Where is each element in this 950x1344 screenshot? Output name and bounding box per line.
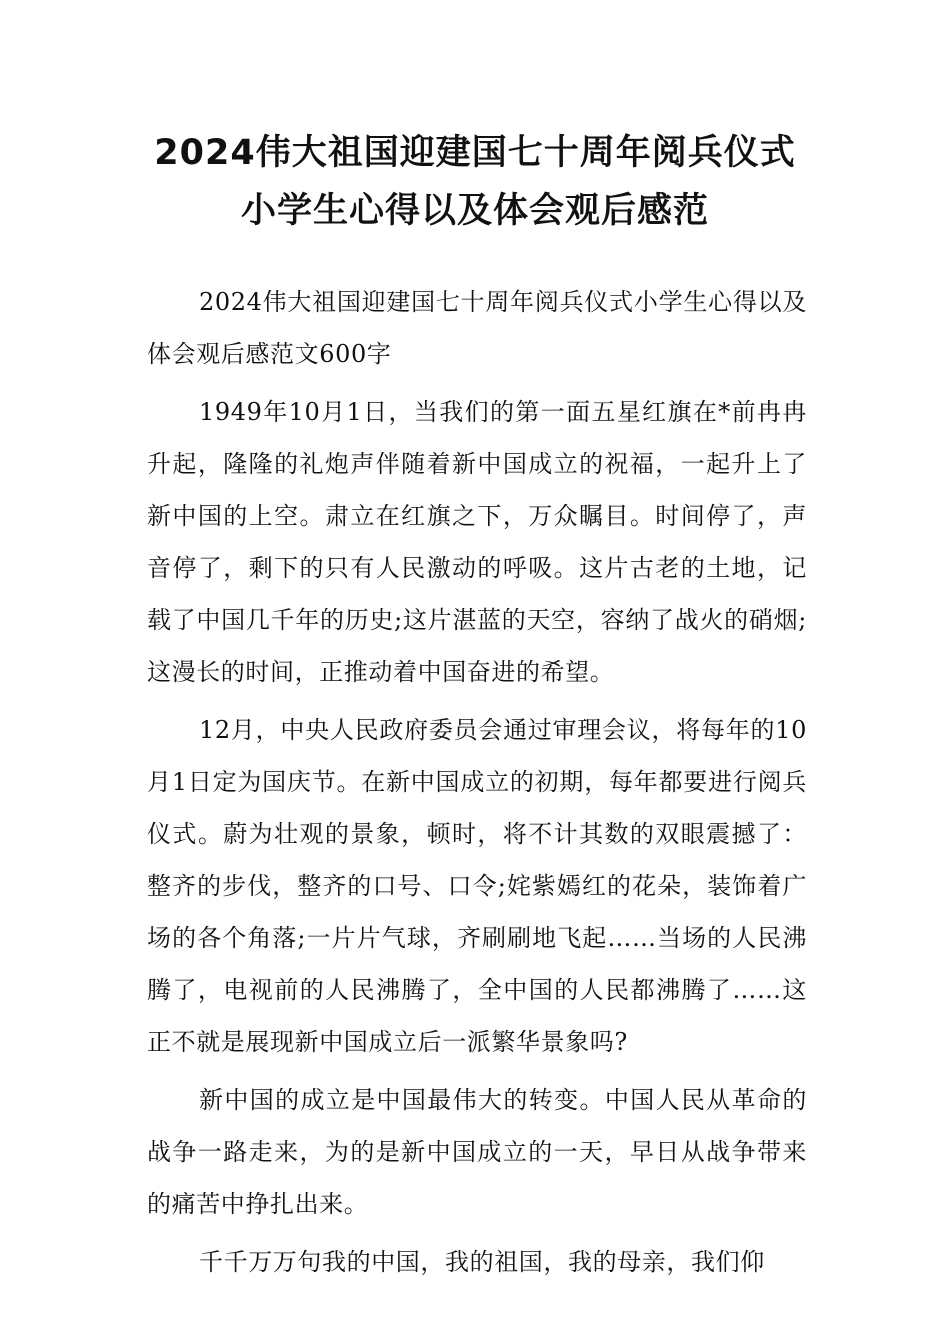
paragraph-intro: 2024伟大祖国迎建国七十周年阅兵仪式小学生心得以及体会观后感范文600字	[147, 288, 807, 368]
paragraph-1949: 1949年10月1日，当我们的第一面五星红旗在*前冉冉升起，隆隆的礼炮声伴随着新中国成立的祝福，一起升上了新中国的上空。肃立在红旗之下，万众瞩目。时间停了，声音停了，剩下的只有人民激动的呼吸。这片古老的土地，记载了中国几千年的历史;这片湛蓝的天空，容纳了战火的硝烟;这漫长的时间，正推动着中国奋进的希望。	[147, 398, 807, 686]
title-line-2: 小学生心得以及体会观后感范	[240, 191, 709, 231]
paragraph-new-china: 新中国的成立是中国最伟大的转变。中国人民从革命的战争一路走来，为的是新中国成立的一天，早日从战争带来的痛苦中挣扎出来。	[147, 1086, 807, 1218]
document-body	[147, 276, 807, 1294]
document-title	[130, 124, 820, 240]
title-line-1: 2024伟大祖国迎建国七十周年阅兵仪式	[154, 133, 796, 173]
paragraph-motherland: 千千万万句我的中国，我的祖国，我的母亲，我们仰	[199, 1248, 765, 1276]
paragraph-national-day: 12月，中央人民政府委员会通过审理会议，将每年的10月1日定为国庆节。在新中国成立的初期，每年都要进行阅兵仪式。蔚为壮观的景象，顿时，将不计其数的双眼震撼了：整齐的步伐，整齐的口号、口令;姹紫嫣红的花朵，装饰着广场的各个角落;一片片气球，齐刷刷地飞起……当场的人民沸腾了，电视前的人民沸腾了，全中国的人民都沸腾了……这正不就是展现新中国成立后一派繁华景象吗?	[147, 716, 807, 1056]
